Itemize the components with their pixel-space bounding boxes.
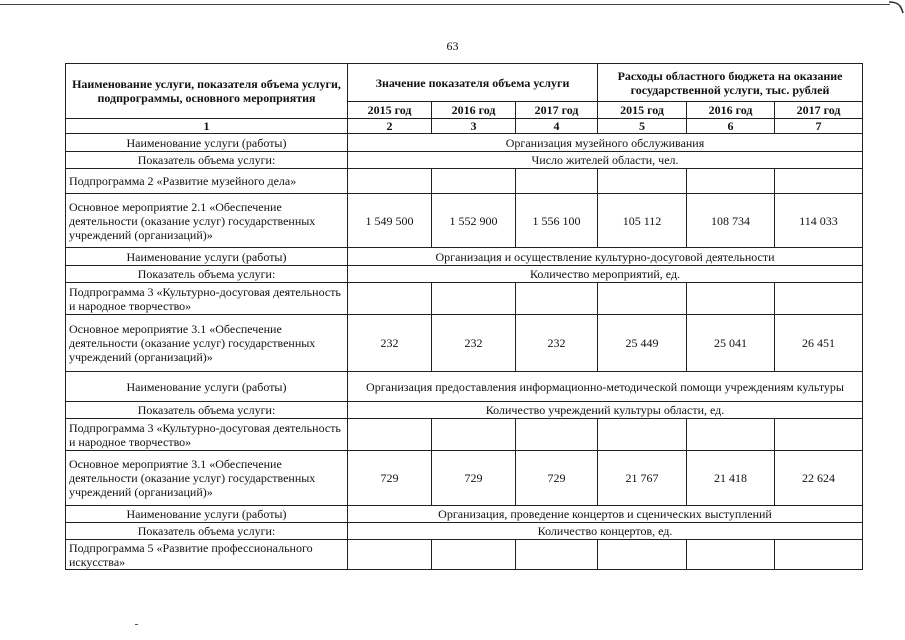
value-cell: 232: [348, 315, 432, 372]
value-cell: 22 624: [775, 451, 863, 506]
activity-name: Основное мероприятие 3.1 «Обеспечение деятельности (оказание услуг) государственных учреждений (организаций)»: [66, 451, 348, 506]
subprogram-name: Подпрограмма 5 «Развитие профессионального искусства»: [66, 540, 348, 570]
column-number: 7: [775, 119, 863, 134]
value-cell: 114 033: [775, 194, 863, 248]
activity-row: [66, 315, 863, 372]
subprogram-row: [66, 169, 863, 194]
indicator-label: Показатель объема услуги:: [66, 152, 348, 169]
activity-name: Основное мероприятие 2.1 «Обеспечение деятельности (оказание услуг) государственных учреждений (организаций)»: [66, 194, 348, 248]
top-border-line: [0, 4, 890, 5]
indicator-value: Количество мероприятий, ед.: [348, 266, 863, 283]
service-label: Наименование услуги (работы): [66, 248, 348, 266]
value-cell: 1 549 500: [348, 194, 432, 248]
header-year: 2017 год: [775, 102, 863, 119]
value-cell: 26 451: [775, 315, 863, 372]
value-cell: 21 767: [598, 451, 687, 506]
subprogram-name: Подпрограмма 3 «Культурно-досуговая деятельность и народное творчество»: [66, 419, 348, 451]
activity-row: [66, 194, 863, 248]
page-number: 63: [446, 39, 459, 53]
indicator-label: Показатель объема услуги:: [66, 523, 348, 540]
indicator-value: Число жителей области, чел.: [348, 152, 863, 169]
header-year: 2015 год: [348, 102, 432, 119]
value-cell: 729: [432, 451, 516, 506]
header-row-top: [66, 64, 863, 102]
column-number: 1: [66, 119, 348, 134]
activity-row: [66, 451, 863, 506]
activity-name: Основное мероприятие 3.1 «Обеспечение деятельности (оказание услуг) государственных учреждений (организаций)»: [66, 315, 348, 372]
service-label: Наименование услуги (работы): [66, 506, 348, 523]
indicator-value: Количество концертов, ед.: [348, 523, 863, 540]
column-number: 4: [516, 119, 598, 134]
service-value: Организация и осуществление культурно-досуговой деятельности: [348, 248, 863, 266]
header-name-column: Наименование услуги, показателя объема услуги, подпрограммы, основного мероприятия: [66, 64, 348, 119]
service-label: Наименование услуги (работы): [66, 134, 348, 152]
value-cell: 108 734: [687, 194, 775, 248]
indicator-row: [66, 266, 863, 283]
subprogram-name: Подпрограмма 2 «Развитие музейного дела»: [66, 169, 348, 194]
service-row: [66, 248, 863, 266]
service-value: Организация музейного обслуживания: [348, 134, 863, 152]
value-cell: 232: [432, 315, 516, 372]
value-cell: 729: [516, 451, 598, 506]
value-cell: 1 556 100: [516, 194, 598, 248]
value-cell: 21 418: [687, 451, 775, 506]
header-volume-group: Значение показателя объема услуги: [348, 64, 598, 102]
header-year: 2016 год: [432, 102, 516, 119]
service-row: [66, 134, 863, 152]
column-number: 6: [687, 119, 775, 134]
column-number: 5: [598, 119, 687, 134]
header-year: 2016 год: [687, 102, 775, 119]
service-row: [66, 372, 863, 402]
header-year: 2015 год: [598, 102, 687, 119]
indicator-value: Количество учреждений культуры области, ед.: [348, 402, 863, 419]
value-cell: 729: [348, 451, 432, 506]
header-budget-group: Расходы областного бюджета на оказание государственной услуги, тыс. рублей: [598, 64, 863, 102]
column-number: 3: [432, 119, 516, 134]
subprogram-row: [66, 540, 863, 570]
indicator-label: Показатель объема услуги:: [66, 266, 348, 283]
indicator-row: [66, 152, 863, 169]
subprogram-row: [66, 419, 863, 451]
value-cell: 25 449: [598, 315, 687, 372]
column-numbers-row: [66, 119, 863, 134]
value-cell: 1 552 900: [432, 194, 516, 248]
service-label: Наименование услуги (работы): [66, 372, 348, 402]
value-cell: 25 041: [687, 315, 775, 372]
header-year: 2017 год: [516, 102, 598, 119]
service-row: [66, 506, 863, 523]
service-value: Организация, проведение концертов и сценических выступлений: [348, 506, 863, 523]
services-table: [65, 63, 863, 570]
value-cell: 105 112: [598, 194, 687, 248]
service-value: Организация предоставления информационно-методической помощи учреждениям культуры: [348, 372, 863, 402]
scan-speck: [135, 624, 138, 625]
value-cell: 232: [516, 315, 598, 372]
indicator-row: [66, 523, 863, 540]
column-number: 2: [348, 119, 432, 134]
indicator-row: [66, 402, 863, 419]
subprogram-row: [66, 283, 863, 315]
corner-pen-mark-icon: [888, 0, 904, 14]
subprogram-name: Подпрограмма 3 «Культурно-досуговая деятельность и народное творчество»: [66, 283, 348, 315]
indicator-label: Показатель объема услуги:: [66, 402, 348, 419]
